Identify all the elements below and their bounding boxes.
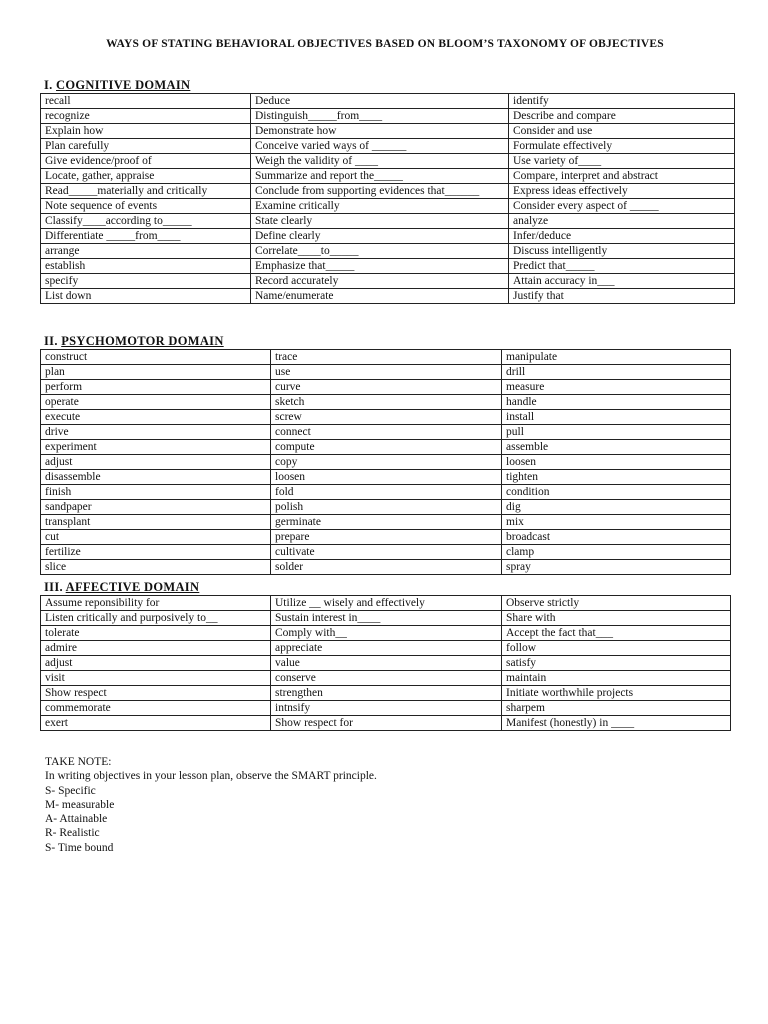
table-cell: fold xyxy=(271,485,502,500)
table-cell: commemorate xyxy=(41,701,271,716)
cognitive-prefix: I. xyxy=(44,78,53,92)
psychomotor-table xyxy=(40,349,731,575)
table-row xyxy=(41,109,735,124)
table-cell: intnsify xyxy=(271,701,502,716)
table-row xyxy=(41,350,731,365)
table-cell: sketch xyxy=(271,395,502,410)
cognitive-heading xyxy=(44,78,190,93)
table-cell: Formulate effectively xyxy=(509,139,735,154)
table-cell: loosen xyxy=(271,470,502,485)
smart-item-m: M- measurable xyxy=(45,798,115,811)
table-row xyxy=(41,530,731,545)
table-cell: disassemble xyxy=(41,470,271,485)
table-row xyxy=(41,169,735,184)
psychomotor-title: PSYCHOMOTOR DOMAIN xyxy=(61,334,224,348)
table-row xyxy=(41,124,735,139)
table-cell: experiment xyxy=(41,440,271,455)
table-cell: Read_____materially and critically xyxy=(41,184,251,199)
table-cell: follow xyxy=(502,641,731,656)
table-cell: Examine critically xyxy=(251,199,509,214)
table-cell: Share with xyxy=(502,611,731,626)
table-cell: Distinguish_____from____ xyxy=(251,109,509,124)
table-cell: transplant xyxy=(41,515,271,530)
table-cell: List down xyxy=(41,289,251,304)
table-cell: perform xyxy=(41,380,271,395)
take-note-heading: TAKE NOTE: xyxy=(45,756,112,768)
page-title: WAYS OF STATING BEHAVIORAL OBJECTIVES BASED ON BLOOM’S TAXONOMY OF OBJECTIVES xyxy=(106,38,664,50)
table-cell: Show respect xyxy=(41,686,271,701)
table-cell: Infer/deduce xyxy=(509,229,735,244)
table-row xyxy=(41,626,731,641)
table-row xyxy=(41,214,735,229)
affective-heading xyxy=(44,580,199,595)
table-cell: identify xyxy=(509,94,735,109)
table-cell: adjust xyxy=(41,656,271,671)
table-cell: sandpaper xyxy=(41,500,271,515)
table-row xyxy=(41,365,731,380)
table-cell: exert xyxy=(41,716,271,731)
table-cell: Comply with__ xyxy=(271,626,502,641)
table-cell: drill xyxy=(502,365,731,380)
table-row xyxy=(41,154,735,169)
table-cell: Attain accuracy in___ xyxy=(509,274,735,289)
table-cell: tolerate xyxy=(41,626,271,641)
table-cell: sharpem xyxy=(502,701,731,716)
table-cell: Emphasize that_____ xyxy=(251,259,509,274)
table-row xyxy=(41,500,731,515)
table-cell: Classify____according to_____ xyxy=(41,214,251,229)
table-cell: Locate, gather, appraise xyxy=(41,169,251,184)
table-cell: admire xyxy=(41,641,271,656)
table-cell: germinate xyxy=(271,515,502,530)
table-row xyxy=(41,395,731,410)
table-cell: slice xyxy=(41,560,271,575)
table-row xyxy=(41,244,735,259)
table-row xyxy=(41,485,731,500)
table-cell: mix xyxy=(502,515,731,530)
table-row xyxy=(41,656,731,671)
table-cell: use xyxy=(271,365,502,380)
table-cell: Initiate worthwhile projects xyxy=(502,686,731,701)
table-row xyxy=(41,701,731,716)
table-cell: solder xyxy=(271,560,502,575)
table-cell: conserve xyxy=(271,671,502,686)
table-cell: polish xyxy=(271,500,502,515)
table-cell: broadcast xyxy=(502,530,731,545)
table-cell: Define clearly xyxy=(251,229,509,244)
table-cell: visit xyxy=(41,671,271,686)
table-cell: curve xyxy=(271,380,502,395)
table-cell: Predict that_____ xyxy=(509,259,735,274)
table-cell: satisfy xyxy=(502,656,731,671)
table-cell: Listen critically and purposively to__ xyxy=(41,611,271,626)
table-row xyxy=(41,686,731,701)
table-cell: Compare, interpret and abstract xyxy=(509,169,735,184)
table-row xyxy=(41,641,731,656)
table-cell: Conclude from supporting evidences that______ xyxy=(251,184,509,199)
table-cell: Discuss intelligently xyxy=(509,244,735,259)
smart-item-t: S- Time bound xyxy=(45,841,114,854)
table-cell: execute xyxy=(41,410,271,425)
table-cell: Summarize and report the_____ xyxy=(251,169,509,184)
affective-table xyxy=(40,595,731,731)
take-note xyxy=(45,755,377,855)
table-row xyxy=(41,274,735,289)
table-cell: Justify that xyxy=(509,289,735,304)
table-row xyxy=(41,440,731,455)
table-row xyxy=(41,455,731,470)
table-row xyxy=(41,410,731,425)
table-cell: Show respect for xyxy=(271,716,502,731)
table-row xyxy=(41,229,735,244)
psychomotor-heading xyxy=(44,334,224,349)
smart-item-r: R- Realistic xyxy=(45,827,100,840)
table-cell: tighten xyxy=(502,470,731,485)
table-row xyxy=(41,184,735,199)
table-cell: specify xyxy=(41,274,251,289)
table-cell: Differentiate _____from____ xyxy=(41,229,251,244)
table-cell: Sustain interest in____ xyxy=(271,611,502,626)
cognitive-table xyxy=(40,93,735,304)
table-row xyxy=(41,545,731,560)
table-row xyxy=(41,199,735,214)
table-cell: Record accurately xyxy=(251,274,509,289)
table-cell: establish xyxy=(41,259,251,274)
cognitive-title: COGNITIVE DOMAIN xyxy=(56,78,191,92)
table-cell: State clearly xyxy=(251,214,509,229)
table-cell: Observe strictly xyxy=(502,596,731,611)
table-cell: Explain how xyxy=(41,124,251,139)
table-row xyxy=(41,671,731,686)
table-row xyxy=(41,94,735,109)
table-cell: Consider every aspect of _____ xyxy=(509,199,735,214)
table-row xyxy=(41,470,731,485)
table-cell: Manifest (honestly) in ____ xyxy=(502,716,731,731)
table-cell: condition xyxy=(502,485,731,500)
table-cell: Assume reponsibility for xyxy=(41,596,271,611)
table-row xyxy=(41,425,731,440)
table-cell: prepare xyxy=(271,530,502,545)
table-cell: dig xyxy=(502,500,731,515)
table-cell: install xyxy=(502,410,731,425)
smart-item-a: A- Attainable xyxy=(45,813,108,826)
table-cell: screw xyxy=(271,410,502,425)
table-cell: Plan carefully xyxy=(41,139,251,154)
table-cell: measure xyxy=(502,380,731,395)
table-cell: construct xyxy=(41,350,271,365)
affective-prefix: III. xyxy=(44,580,63,594)
table-cell: cultivate xyxy=(271,545,502,560)
table-cell: Note sequence of events xyxy=(41,199,251,214)
table-row xyxy=(41,611,731,626)
table-cell: Utilize __ wisely and effectively xyxy=(271,596,502,611)
table-cell: recognize xyxy=(41,109,251,124)
table-cell: compute xyxy=(271,440,502,455)
table-cell: adjust xyxy=(41,455,271,470)
table-cell: finish xyxy=(41,485,271,500)
table-cell: manipulate xyxy=(502,350,731,365)
table-cell: copy xyxy=(271,455,502,470)
table-cell: appreciate xyxy=(271,641,502,656)
table-cell: fertilize xyxy=(41,545,271,560)
table-cell: Name/enumerate xyxy=(251,289,509,304)
table-cell: assemble xyxy=(502,440,731,455)
table-cell: strengthen xyxy=(271,686,502,701)
table-cell: connect xyxy=(271,425,502,440)
table-row xyxy=(41,515,731,530)
table-cell: Conceive varied ways of ______ xyxy=(251,139,509,154)
table-cell: recall xyxy=(41,94,251,109)
table-row xyxy=(41,596,731,611)
table-row xyxy=(41,560,731,575)
table-cell: spray xyxy=(502,560,731,575)
table-cell: analyze xyxy=(509,214,735,229)
table-cell: Express ideas effectively xyxy=(509,184,735,199)
table-cell: clamp xyxy=(502,545,731,560)
table-cell: trace xyxy=(271,350,502,365)
table-cell: Describe and compare xyxy=(509,109,735,124)
table-cell: Correlate____to_____ xyxy=(251,244,509,259)
table-cell: Deduce xyxy=(251,94,509,109)
table-cell: plan xyxy=(41,365,271,380)
table-row xyxy=(41,716,731,731)
affective-title: AFFECTIVE DOMAIN xyxy=(65,580,200,594)
table-cell: pull xyxy=(502,425,731,440)
table-row xyxy=(41,259,735,274)
table-cell: arrange xyxy=(41,244,251,259)
smart-item-s: S- Specific xyxy=(45,784,96,797)
table-cell: drive xyxy=(41,425,271,440)
table-cell: loosen xyxy=(502,455,731,470)
table-cell: maintain xyxy=(502,671,731,686)
table-cell: Give evidence/proof of xyxy=(41,154,251,169)
table-cell: cut xyxy=(41,530,271,545)
table-row xyxy=(41,289,735,304)
table-cell: operate xyxy=(41,395,271,410)
table-cell: Weigh the validity of ____ xyxy=(251,154,509,169)
table-cell: Demonstrate how xyxy=(251,124,509,139)
table-row xyxy=(41,139,735,154)
table-cell: Consider and use xyxy=(509,124,735,139)
table-cell: value xyxy=(271,656,502,671)
table-cell: Use variety of____ xyxy=(509,154,735,169)
take-note-intro: In writing objectives in your lesson plan, observe the SMART principle. xyxy=(45,770,377,783)
table-cell: handle xyxy=(502,395,731,410)
table-row xyxy=(41,380,731,395)
psychomotor-prefix: II. xyxy=(44,334,58,348)
table-cell: Accept the fact that___ xyxy=(502,626,731,641)
